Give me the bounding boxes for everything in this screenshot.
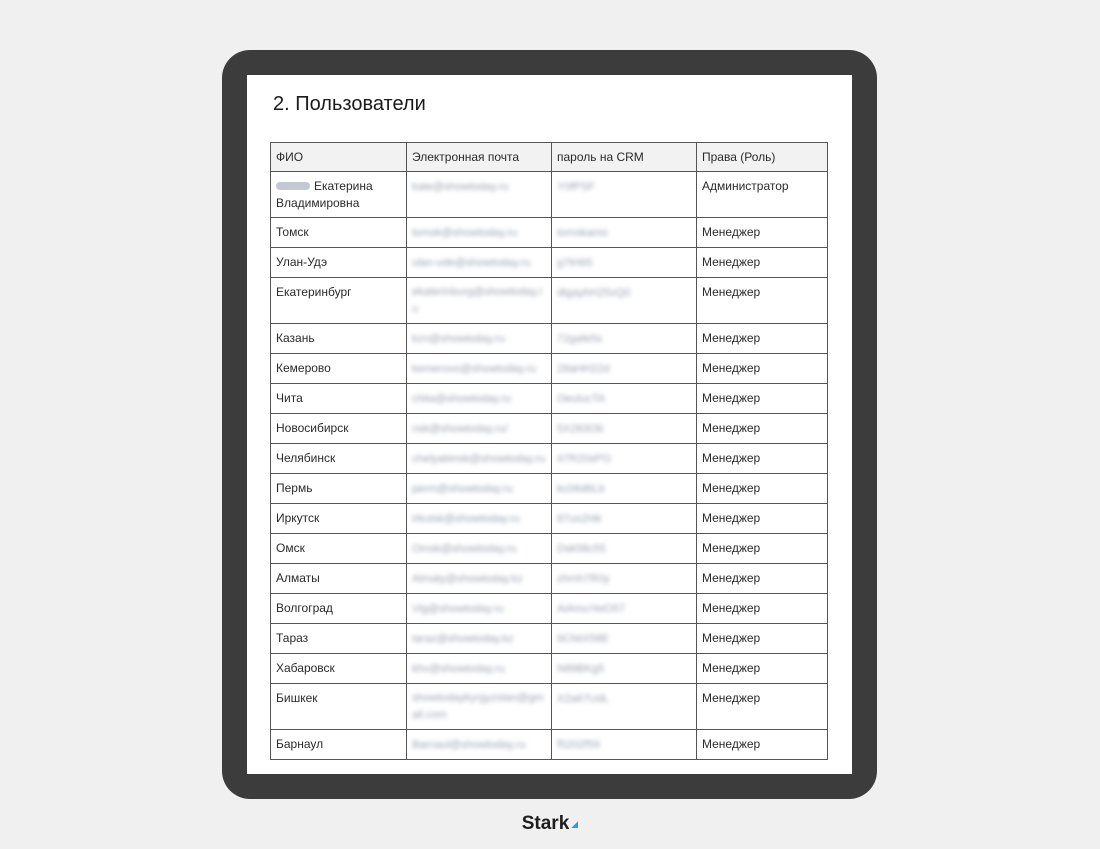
cell-email	[407, 172, 552, 218]
users-table-body	[271, 172, 828, 760]
table-row	[271, 354, 828, 384]
header-email: Электронная почта	[407, 143, 552, 172]
cell-name	[271, 384, 407, 414]
cell-password-text: 9CNtX58E	[557, 633, 609, 645]
cell-email-text: khv@showtoday.ru	[412, 663, 505, 675]
cell-password	[552, 248, 697, 278]
cell-password	[552, 684, 697, 730]
cell-name-text: Челябинск	[276, 451, 336, 465]
cell-role: Менеджер	[697, 504, 828, 534]
cell-password-text: 5X283Ob	[557, 423, 604, 435]
cell-email-text: chelyabinsk@showtoday.ru	[412, 453, 546, 465]
cell-email	[407, 474, 552, 504]
table-row	[271, 684, 828, 730]
cell-password-text: 87us2htk	[557, 513, 602, 525]
cell-role: Менеджер	[697, 278, 828, 324]
cell-email	[407, 444, 552, 474]
cell-role: Менеджер	[697, 624, 828, 654]
cell-email-text: irkutsk@showtoday.ru	[412, 513, 520, 525]
cell-name-text: Екатерина Владимировна	[276, 179, 373, 210]
cell-password	[552, 354, 697, 384]
cell-email-text: Barnaul@showtoday.ru	[412, 739, 526, 751]
cell-name-text: Томск	[276, 225, 309, 239]
cell-name	[271, 474, 407, 504]
cell-name-text: Пермь	[276, 481, 313, 495]
cell-name	[271, 654, 407, 684]
cell-email	[407, 278, 552, 324]
cell-name	[271, 624, 407, 654]
table-row	[271, 172, 828, 218]
cell-role: Менеджер	[697, 218, 828, 248]
table-row	[271, 444, 828, 474]
cell-name-text: Иркутск	[276, 511, 320, 525]
cell-name-text: Омск	[276, 541, 305, 555]
brand-logo	[0, 813, 1100, 835]
cell-email	[407, 534, 552, 564]
cell-name	[271, 684, 407, 730]
redacted-surname	[276, 182, 310, 190]
cell-email-text: ulan-ude@showtoday.ru	[412, 257, 531, 269]
cell-email	[407, 654, 552, 684]
cell-email	[407, 354, 552, 384]
table-row	[271, 730, 828, 760]
document-page	[247, 75, 852, 774]
cell-name-text: Хабаровск	[276, 661, 335, 675]
cell-email-text: kzn@showtoday.ru	[412, 333, 505, 345]
cell-name-text: Екатеринбург	[276, 285, 352, 299]
table-row	[271, 324, 828, 354]
cell-name-text: Новосибирск	[276, 421, 349, 435]
cell-email	[407, 384, 552, 414]
cell-password-text: OeulucTA	[557, 393, 606, 405]
cell-password	[552, 324, 697, 354]
cell-email	[407, 324, 552, 354]
cell-password	[552, 384, 697, 414]
cell-email-text: perm@showtoday.ru	[412, 483, 513, 495]
cell-password-text: g7tH65	[557, 257, 593, 269]
cell-role: Менеджер	[697, 384, 828, 414]
page-title: 2. Пользователи	[273, 93, 426, 115]
cell-password	[552, 278, 697, 324]
cell-name	[271, 218, 407, 248]
cell-password-text: 28aHH22d	[557, 363, 610, 375]
cell-password	[552, 624, 697, 654]
cell-password	[552, 534, 697, 564]
cell-name-text: Бишкек	[276, 691, 318, 705]
cell-email-text: Omsk@showtoday.ru	[412, 543, 517, 555]
cell-name	[271, 248, 407, 278]
cell-password	[552, 730, 697, 760]
cell-role: Менеджер	[697, 414, 828, 444]
cell-password	[552, 564, 697, 594]
cell-email	[407, 218, 552, 248]
cell-email-text: taraz@showtoday.kz	[412, 633, 514, 645]
cell-name-text: Кемерово	[276, 361, 331, 375]
cell-email-text: ekaterinburg@showtoday.ru	[412, 286, 543, 315]
cell-password-text: 47R20sPO	[557, 453, 611, 465]
table-row	[271, 594, 828, 624]
cell-role: Менеджер	[697, 474, 828, 504]
cell-name	[271, 730, 407, 760]
table-row	[271, 384, 828, 414]
cell-name	[271, 414, 407, 444]
table-row	[271, 414, 828, 444]
cell-name-text: Алматы	[276, 571, 320, 585]
cell-email-text: kemerovo@showtoday.ru	[412, 363, 537, 375]
cell-password-text: tomskamo	[557, 227, 608, 239]
cell-role: Менеджер	[697, 594, 828, 624]
cell-role: Менеджер	[697, 248, 828, 278]
cell-name	[271, 594, 407, 624]
cell-password	[552, 218, 697, 248]
table-row	[271, 624, 828, 654]
cell-password	[552, 172, 697, 218]
header-name: ФИО	[271, 143, 407, 172]
cell-password-text: kc06d6Lb	[557, 483, 605, 495]
cell-password	[552, 474, 697, 504]
table-header-row	[271, 143, 828, 172]
cell-password-text: dtgayhH25xQ0	[557, 287, 631, 299]
cell-password-text: AiAmuYeiO57	[557, 603, 626, 615]
cell-name	[271, 172, 407, 218]
cell-name	[271, 564, 407, 594]
header-role: Права (Роль)	[697, 143, 828, 172]
cell-password-text: 72gafe5s	[557, 333, 603, 345]
cell-email	[407, 624, 552, 654]
cell-email	[407, 594, 552, 624]
cell-password	[552, 444, 697, 474]
cell-name	[271, 354, 407, 384]
cell-password	[552, 594, 697, 624]
cell-password-text: Dsk58c55	[557, 543, 606, 555]
table-row	[271, 564, 828, 594]
cell-email-text: Vlg@showtoday.ru	[412, 603, 504, 615]
brand-name: Stark	[521, 813, 570, 834]
cell-name-text: Барнаул	[276, 737, 324, 751]
cell-email-text: showtodaykyrgyzstan@gmail.com	[412, 692, 544, 721]
cell-email	[407, 504, 552, 534]
cell-email-text: tomsk@showtoday.ru	[412, 227, 518, 239]
cell-email-text: nsk@showtoday.ru/	[412, 423, 508, 435]
cell-role: Менеджер	[697, 324, 828, 354]
users-table	[270, 142, 828, 760]
cell-name-text: Улан-Удэ	[276, 255, 328, 269]
cell-role: Менеджер	[697, 534, 828, 564]
cell-name	[271, 504, 407, 534]
cell-password	[552, 654, 697, 684]
cell-name	[271, 278, 407, 324]
table-row	[271, 474, 828, 504]
cell-name	[271, 324, 407, 354]
cell-email-text: Almaty@showtoday.kz	[412, 573, 523, 585]
cell-password-text: N89BKg5	[557, 663, 605, 675]
cell-email	[407, 414, 552, 444]
cell-password	[552, 414, 697, 444]
cell-role: Менеджер	[697, 354, 828, 384]
cell-name-text: Казань	[276, 331, 315, 345]
cell-password-text: zhmh7R0y	[557, 573, 610, 585]
arrow-icon	[571, 821, 578, 828]
table-row	[271, 218, 828, 248]
table-row	[271, 534, 828, 564]
cell-role: Менеджер	[697, 730, 828, 760]
cell-role: Менеджер	[697, 684, 828, 730]
cell-name-text: Тараз	[276, 631, 309, 645]
cell-name-text: Волгоград	[276, 601, 333, 615]
cell-email	[407, 248, 552, 278]
table-row	[271, 278, 828, 324]
cell-password	[552, 504, 697, 534]
table-row	[271, 248, 828, 278]
cell-role: Администратор	[697, 172, 828, 218]
cell-password-text: Y0fPSF	[557, 181, 595, 193]
table-row	[271, 654, 828, 684]
cell-email	[407, 684, 552, 730]
tablet-frame	[222, 50, 877, 799]
cell-email-text: chita@showtoday.ru	[412, 393, 512, 405]
cell-name	[271, 444, 407, 474]
header-password: пароль на CRM	[552, 143, 697, 172]
cell-role: Менеджер	[697, 654, 828, 684]
cell-email	[407, 564, 552, 594]
cell-email	[407, 730, 552, 760]
cell-name-text: Чита	[276, 391, 303, 405]
cell-role: Менеджер	[697, 564, 828, 594]
cell-password-text: X2a67UdL	[557, 693, 609, 705]
cell-password-text: f5202f59	[557, 739, 600, 751]
cell-role: Менеджер	[697, 444, 828, 474]
table-row	[271, 504, 828, 534]
cell-email-text: kate@showtoday.ru	[412, 181, 509, 193]
cell-name	[271, 534, 407, 564]
